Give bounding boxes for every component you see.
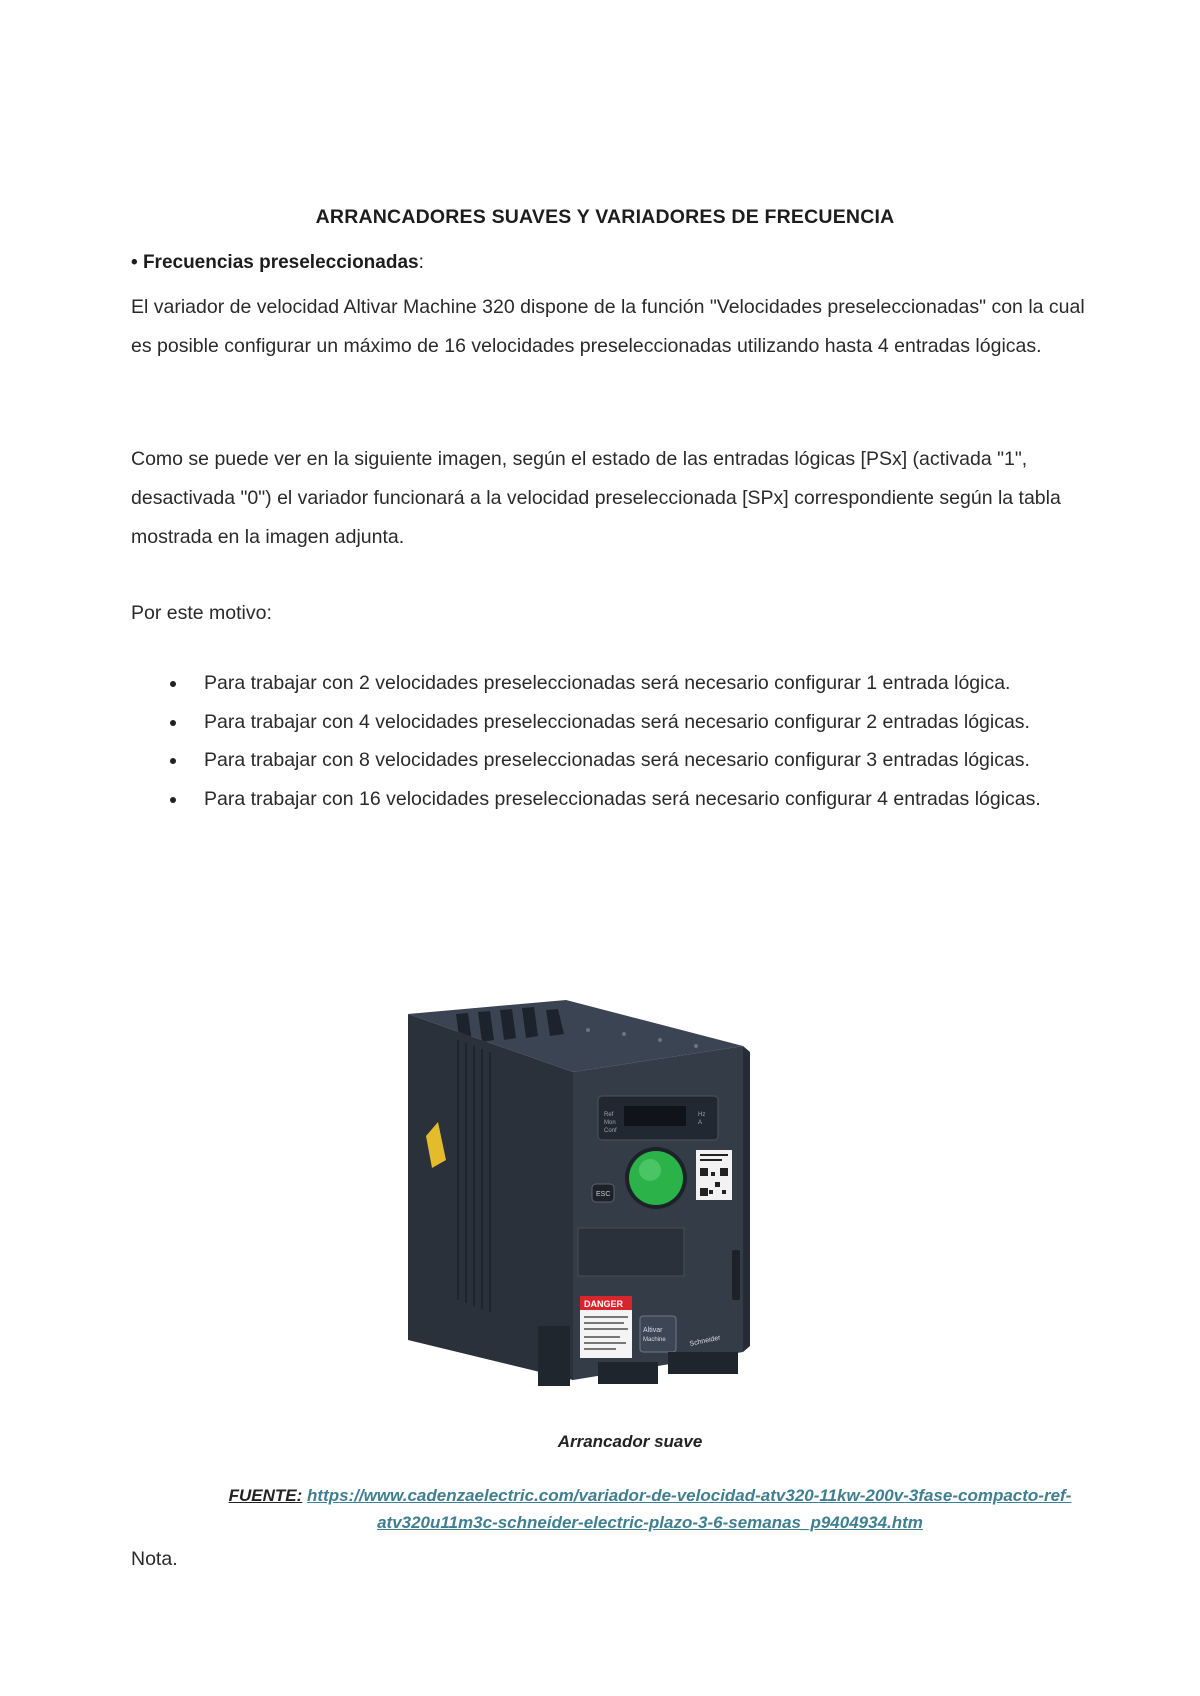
section-subheading — [131, 252, 424, 274]
figure-caption: Arrancador suave — [557, 1432, 703, 1451]
note-text: Nota. — [131, 1548, 178, 1570]
display-label-conf: Conf — [604, 1128, 617, 1134]
danger-label: DANGER — [584, 1299, 624, 1309]
bullet-item — [131, 703, 1088, 742]
product-image-altivar-drive — [398, 1000, 798, 1410]
display-label-ref: Ref — [604, 1112, 614, 1118]
brand-label: Schneider — [688, 1334, 722, 1348]
esc-label: ESC — [596, 1191, 611, 1198]
subheading-colon: : — [418, 252, 424, 273]
source-label: FUENTE: — [228, 1486, 303, 1505]
bullet-text: Para trabajar con 2 velocidades preseleccionadas será necesario configurar 1 entrada lógica. — [204, 672, 1011, 694]
bullet-item — [131, 780, 1088, 819]
bullet-dot-icon — [170, 797, 176, 803]
bullet-text: Para trabajar con 4 velocidades preseleccionadas será necesario configurar 2 entradas lógicas. — [204, 710, 1030, 733]
product-line-label: Altivar — [643, 1327, 663, 1334]
bullet-dot-icon — [170, 758, 176, 764]
display-label-mon: Mon — [604, 1120, 616, 1126]
bullet-dot-icon — [170, 720, 176, 726]
source-link[interactable]: https://www.cadenzaelectric.com/variador-de-velocidad-atv320-11kw-200v-3fase-compacto-ref-atv320u11m3c-schneider-electric-plazo-3-6-semanas_p9404934.htm — [307, 1486, 1072, 1532]
paragraph-intro: El variador de velocidad Altivar Machine 320 dispone de la función "Velocidades preseleccionadas" con la cual es posible configurar un máximo de 16 velocidades preseleccionadas utilizando hasta 4 entradas lógicas. — [131, 296, 1085, 357]
display-label-a: A — [698, 1120, 703, 1126]
document-title: ARRANCADORES SUAVES Y VARIADORES DE FRECUENCIA — [315, 206, 895, 228]
bullet-list — [131, 664, 1088, 818]
paragraph-motive: Por este motivo: — [131, 602, 272, 624]
bullet-dot-icon — [170, 681, 176, 687]
source-citation — [210, 1482, 1090, 1536]
bullet-item — [131, 741, 1088, 780]
display-label-hz: Hz — [698, 1112, 706, 1118]
bullet-item — [131, 664, 1088, 703]
bullet-text: Para trabajar con 8 velocidades preseleccionadas será necesario configurar 3 entradas lógicas. — [204, 749, 1030, 771]
subheading-text: Frecuencias preseleccionadas — [142, 252, 419, 273]
bullet-text: Para trabajar con 16 velocidades preseleccionadas será necesario configurar 4 entradas lógicas. — [204, 787, 1041, 810]
product-line-label-2: Machine — [643, 1337, 666, 1343]
paragraph-explanation: Como se puede ver en la siguiente imagen, según el estado de las entradas lógicas [PSx] (activada "1", desactivada "0") el variador funcionará a la velocidad preseleccionada [SPx] correspondiente según la tabla mostrada en la imagen adjunta. — [131, 448, 1061, 548]
subheading-bullet: • — [131, 252, 138, 273]
